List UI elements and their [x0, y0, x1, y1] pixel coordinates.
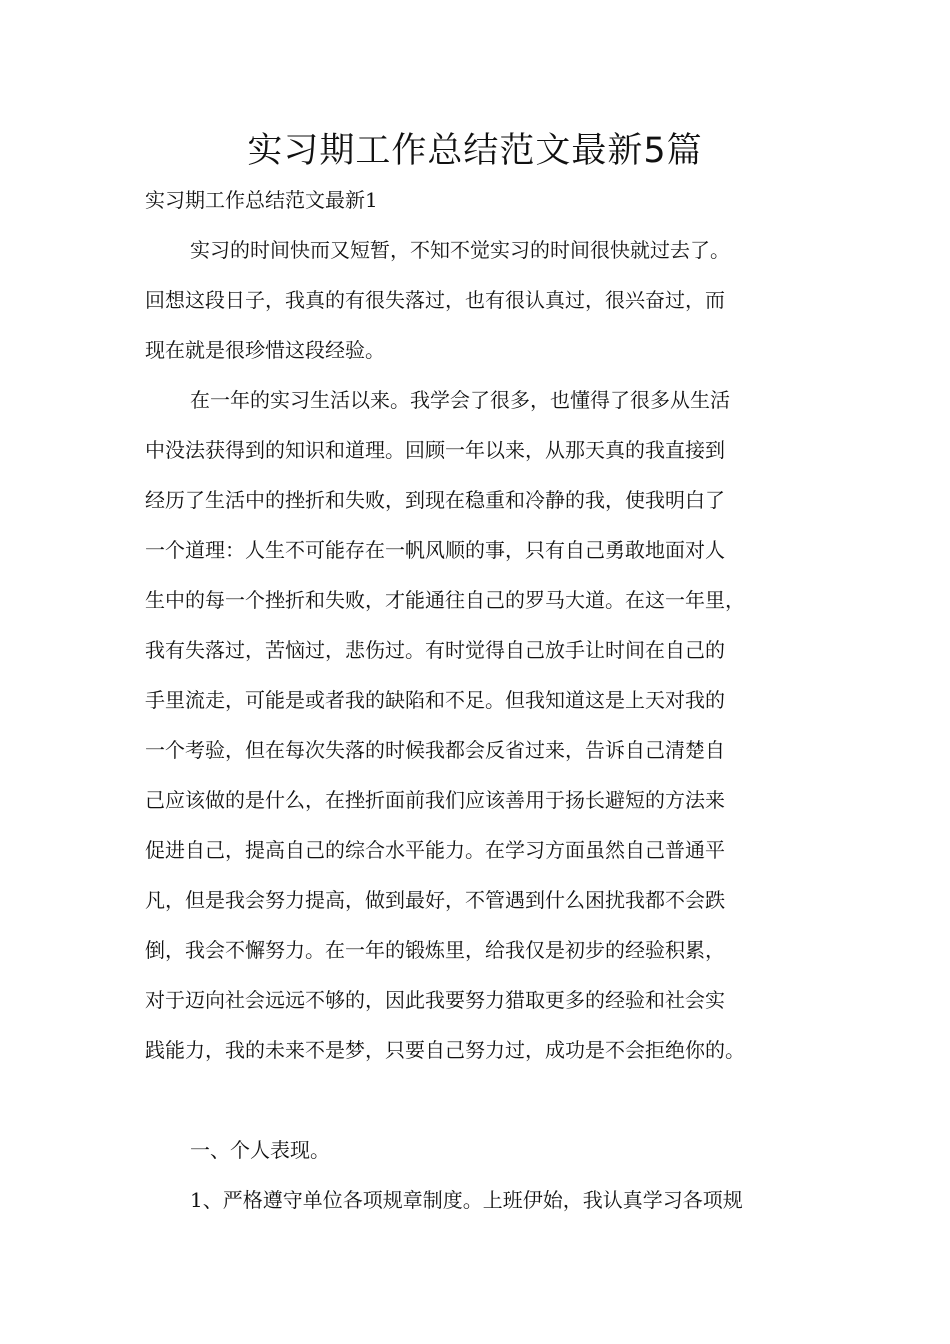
paragraph-line: 己应该做的是什么，在挫折面前我们应该善用于扬长避短的方法来 — [145, 788, 725, 812]
paragraph-line: 经历了生活中的挫折和失败，到现在稳重和冷静的我，使我明白了 — [145, 488, 725, 512]
paragraph-line: 1、严格遵守单位各项规章制度。上班伊始，我认真学习各项规 — [190, 1188, 743, 1212]
paragraph-line: 手里流走，可能是或者我的缺陷和不足。但我知道这是上天对我的 — [145, 688, 725, 712]
paragraph-line: 一个考验，但在每次失落的时候我都会反省过来，告诉自己清楚自 — [145, 738, 725, 762]
document-title: 实习期工作总结范文最新5篇 — [247, 131, 703, 171]
paragraph-line: 现在就是很珍惜这段经验。 — [145, 338, 385, 362]
paragraph-line: 对于迈向社会远远不够的，因此我要努力猎取更多的经验和社会实 — [145, 988, 725, 1012]
paragraph-line: 凡，但是我会努力提高，做到最好，不管遇到什么困扰我都不会跌 — [145, 888, 725, 912]
list-heading: 一、个人表现。 — [190, 1138, 330, 1162]
section-heading: 实习期工作总结范文最新1 — [145, 188, 378, 212]
paragraph-line: 倒，我会不懈努力。在一年的锻炼里，给我仅是初步的经验积累， — [145, 938, 725, 962]
paragraph-line: 实习的时间快而又短暂，不知不觉实习的时间很快就过去了。 — [190, 238, 730, 262]
paragraph-line: 中没法获得到的知识和道理。回顾一年以来，从那天真的我直接到 — [145, 438, 725, 462]
paragraph-line: 一个道理：人生不可能存在一帆风顺的事，只有自己勇敢地面对人 — [145, 538, 725, 562]
paragraph-line: 在一年的实习生活以来。我学会了很多，也懂得了很多从生活 — [190, 388, 730, 412]
paragraph-line: 回想这段日子，我真的有很失落过，也有很认真过，很兴奋过，而 — [145, 288, 725, 312]
paragraph-line: 我有失落过，苦恼过，悲伤过。有时觉得自己放手让时间在自己的 — [145, 638, 725, 662]
paragraph-line: 促进自己，提高自己的综合水平能力。在学习方面虽然自己普通平 — [145, 838, 725, 862]
paragraph-line: 践能力，我的未来不是梦，只要自己努力过，成功是不会拒绝你的。 — [145, 1038, 745, 1062]
paragraph-line: 生中的每一个挫折和失败，才能通往自己的罗马大道。在这一年里， — [145, 588, 745, 612]
